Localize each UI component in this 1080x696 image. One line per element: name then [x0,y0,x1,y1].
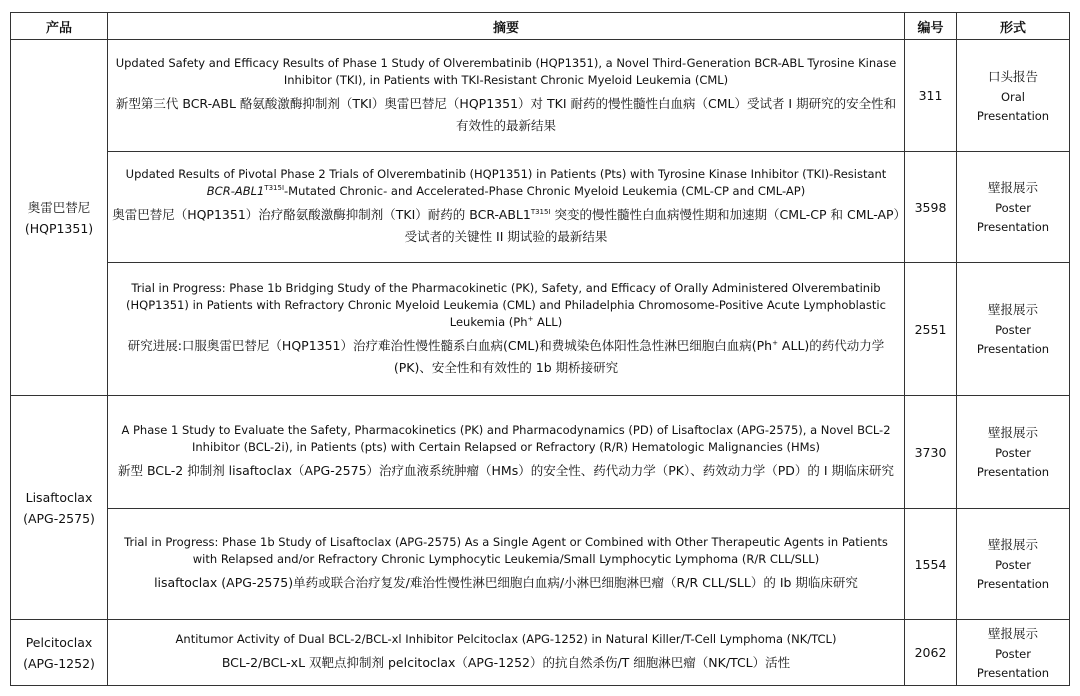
mutation-superscript: T315I [530,207,551,216]
abstract-number: 1554 [905,509,957,620]
format-en: Poster [995,646,1031,661]
header-abstract: 摘要 [108,13,905,40]
abstract-en: A Phase 1 Study to Evaluate the Safety, Pharmacokinetics (PK) and Pharmacodynamics (PD) of Lisaftoclax (APG-2575), a Novel BCL-2 Inhibitor (BCL-2i), in Patients (pts) with Certain Relapsed or Refractory (R/R) Hematologic Malignancies (HMs) [121,423,891,454]
product-name: Lisaftoclax [25,489,93,505]
format-en-2: Presentation [976,220,1050,234]
abstract-number: 2551 [905,263,957,396]
abstract-zh-part: 突变的慢性髓性白血病慢性期和加速期（CML-CP 和 CML-AP）受试者的关键性 II 期试验的最新结果 [404,207,900,244]
format-en-2: Presentation [976,577,1050,591]
abstract-zh: BCL-2/BCL-xL 双靶点抑制剂 pelcitoclax（APG-1252）的抗自然杀伤/T 细胞淋巴瘤（NK/TCL）活性 [221,655,791,670]
abstract-zh-part: 研究进展:口服奥雷巴替尼（HQP1351）治疗难治性慢性髓系白血病(CML)和费城染色体阳性急性淋巴细胞白血病(Ph [127,337,773,353]
abstract-zh [112,335,900,379]
abstract-cell [108,263,905,396]
format-zh: 壁报展示 [987,180,1038,195]
format-en: Poster [995,201,1031,215]
format-en-2: Presentation [976,342,1050,356]
product-code: (APG-2575) [23,510,95,526]
abstract-zh: 新型 BCL-2 抑制剂 lisaftoclax（APG-2575）治疗血液系统肿瘤（HMs）的安全性、药代动力学（PK）、药效动力学（PD）的 I 期临床研究 [117,463,895,478]
abstract-table [10,12,1070,686]
abstract-cell [108,40,905,152]
abstract-en-part: -Mutated Chronic- and Accelerated-Phase Chronic Myeloid Leukemia (CML-CP and CML-AP) [284,184,806,198]
ph-plus-superscript: + [772,338,778,347]
table-row [11,40,1070,152]
abstract-en: Antitumor Activity of Dual BCL-2/BCL-xl Inhibitor Pelcitoclax (APG-1252) in Natural Killer/T-Cell Lymphoma (NK/TCL) [175,632,837,646]
abstract-en: Updated Safety and Efficacy Results of Phase 1 Study of Olverembatinib (HQP1351), a Novel Third-Generation BCR-ABL Tyrosine Kinase Inhibitor (TKI), in Patients with TKI-Resistant Chronic Myeloid Leukemia (CML) [115,55,897,87]
format-zh: 壁报展示 [987,302,1038,317]
format-cell [957,263,1070,396]
abstract-en-part: Trial in Progress: Phase 1b Bridging Study of the Pharmacokinetic (PK), Safety, and Efficacy of Orally Administered Olverembatinib (HQP1351) in Patients with Refractory Chronic Myeloid Leukemia (CML) and Philadelphia Chromosome-Positive Acute Lymphoblastic Leukemia (Ph [126,280,886,329]
abstract-en [112,166,900,200]
format-en: Poster [995,323,1031,337]
abstract-number: 2062 [905,620,957,686]
header-number: 编号 [905,13,957,40]
abstract-zh: 新型第三代 BCR-ABL 酪氨酸激酶抑制剂（TKI）奥雷巴替尼（HQP1351）对 TKI 耐药的慢性髓性白血病（CML）受试者 I 期研究的安全性和有效性的最新结果 [115,95,897,133]
product-cell-olverembatinib [11,40,108,396]
format-cell [957,152,1070,263]
abstract-number: 311 [905,40,957,152]
table-row [11,620,1070,686]
format-en-2: Presentation [976,465,1050,479]
product-name: Pelcitoclax [25,634,93,650]
abstract-zh-part: 奥雷巴替尼（HQP1351）治疗酪氨酸激酶抑制剂（TKI）耐药的 BCR-ABL1 [112,207,531,222]
table-row [11,396,1070,509]
table-row [11,152,1070,263]
abstract-zh: lisaftoclax (APG-2575)单药或联合治疗复发/难治性慢性淋巴细胞白血病/小淋巴细胞淋巴瘤（R/R CLL/SLL）的 Ib 期临床研究 [154,575,858,590]
gene-name: BCR-ABL1 [206,184,265,198]
format-en: Poster [995,558,1031,572]
abstract-en: Trial in Progress: Phase 1b Study of Lisaftoclax (APG-2575) As a Single Agent or Combined with Other Therapeutic Agents in Patients with Relapsed and/or Refractory Chronic Lymphocytic Leukemia/Small Lymphocytic Lymphoma (R/R CLL/SLL) [124,535,888,566]
format-en-2: Presentation [976,108,1050,123]
abstract-en-part: ALL) [533,314,563,329]
ph-plus-superscript: + [527,314,534,323]
table-row [11,263,1070,396]
product-cell-pelcitoclax [11,620,108,686]
mutation-superscript: T315I [264,184,285,193]
table-row [11,509,1070,620]
product-code: (HQP1351) [24,220,94,236]
format-zh: 口头报告 [987,68,1038,84]
header-product: 产品 [11,13,108,40]
format-zh: 壁报展示 [987,537,1038,552]
abstract-cell [108,152,905,263]
abstract-number: 3730 [905,396,957,509]
abstract-zh-part: ALL)的药代动力学(PK)、安全性和有效性的 1b 期桥接研究 [393,337,885,375]
format-en: Oral [1000,89,1026,104]
header-format: 形式 [957,13,1070,40]
abstract-zh [112,204,900,248]
format-cell [957,620,1070,686]
format-en-2: Presentation [976,665,1050,680]
abstract-cell [108,396,905,509]
format-cell [957,40,1070,152]
format-zh: 壁报展示 [987,625,1038,641]
abstract-cell [108,620,905,686]
product-code: (APG-1252) [23,655,95,671]
abstract-number: 3598 [905,152,957,263]
product-name: 奥雷巴替尼 [27,199,91,215]
format-cell [957,396,1070,509]
format-en: Poster [995,446,1031,460]
format-cell [957,509,1070,620]
format-zh: 壁报展示 [987,425,1038,440]
abstract-en [112,280,900,331]
product-cell-lisaftoclax [11,396,108,620]
abstract-cell [108,509,905,620]
abstract-en-part: Updated Results of Pivotal Phase 2 Trials of Olverembatinib (HQP1351) in Patients (Pts) with Tyrosine Kinase Inhibitor (TKI)-Resistant [125,167,887,181]
header-row [11,13,1070,40]
